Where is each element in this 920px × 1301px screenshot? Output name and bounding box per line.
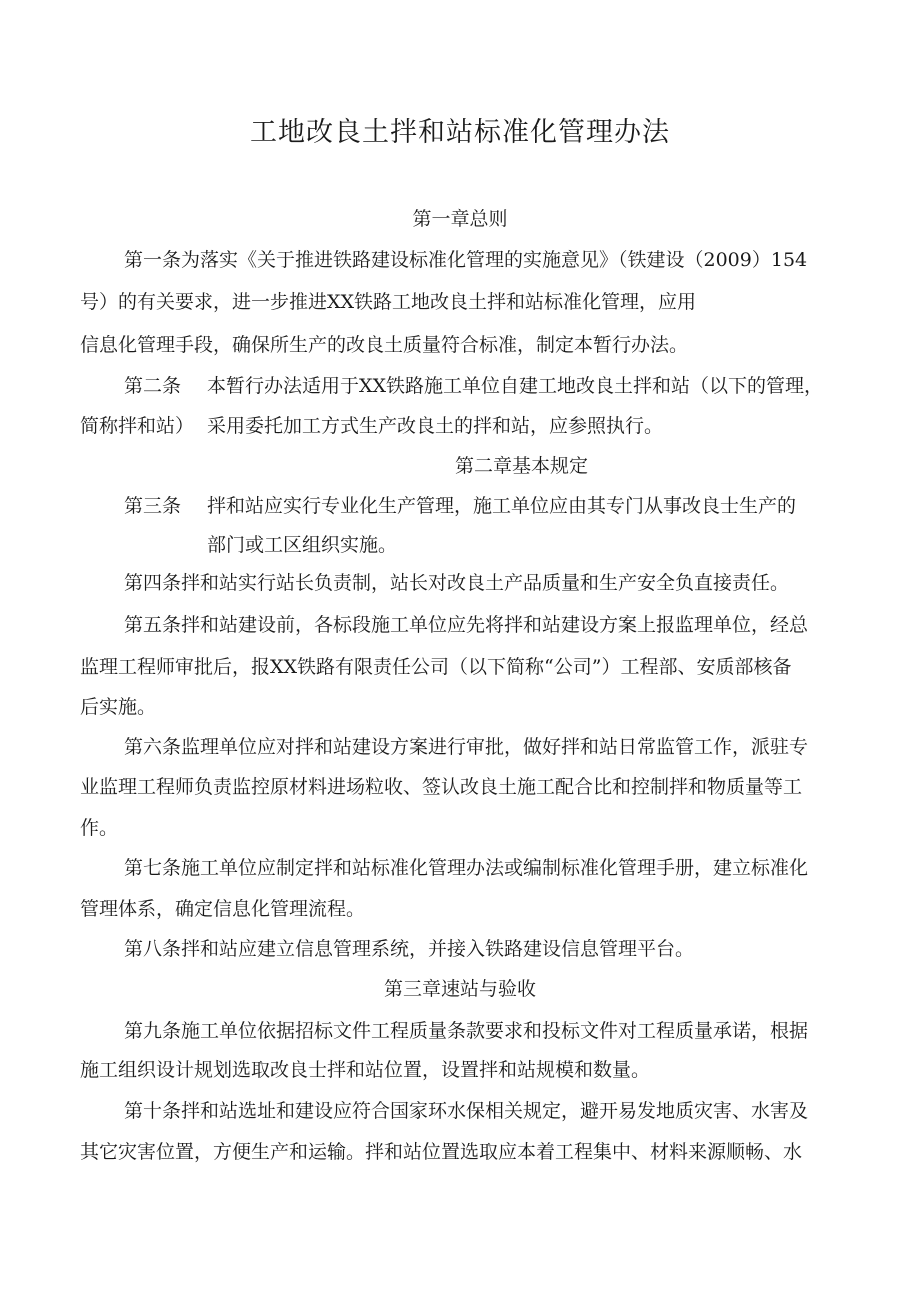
article-5-line-1: 第五条拌和站建设前，各标段施工单位应先将拌和站建设方案上报监理单位，经总	[124, 614, 809, 636]
article-2-text-1: 本暂行办法适用于XX铁路施工单位自建工地改良土拌和站（以下的管理，	[207, 375, 824, 397]
article-2-label-1: 第二条	[124, 375, 182, 397]
chapter-heading-3: 第三章速站与验收	[383, 978, 536, 1000]
article-5-line-3: 后实施。	[80, 696, 157, 718]
article-8-line-1: 第八条拌和站应建立信息管理系统，并接入铁路建设信息管理平台。	[124, 938, 695, 960]
article-6-line-1: 第六条监理单位应对拌和站建设方案进行审批，做好拌和站日常监管工作，派驻专	[124, 736, 809, 758]
article-3-text-2: 部门或工区组织实施。	[207, 534, 398, 556]
article-9-line-1: 第九条施工单位依据招标文件工程质量条款要求和投标文件对工程质量承诺，根据	[124, 1020, 809, 1042]
article-2-label-2: 简称拌和站）	[80, 415, 195, 437]
article-1-line-1: 第一条为落实《关于推进铁路建设标准化管理的实施意见》（铁建设（2009）154	[124, 249, 808, 271]
article-1-line-2: 号）的有关要求，进一步推进XX铁路工地改良土拌和站标准化管理，应用	[80, 291, 697, 313]
article-2-text-2: 采用委托加工方式生产改良土的拌和站，应参照执行。	[207, 415, 664, 437]
article-6-line-2: 业监理工程师负责监控原材料进场粒收、签认改良土施工配合比和控制拌和物质量等工	[80, 776, 803, 798]
chapter-heading-1: 第一章总则	[412, 208, 508, 230]
article-5-line-2: 监理工程师审批后，报XX铁路有限责任公司（以下简称“公司”）工程部、安质部核备	[80, 656, 792, 678]
chapter-heading-2: 第二章基本规定	[455, 455, 589, 477]
article-3-label: 第三条	[124, 495, 182, 517]
article-3-text-1: 拌和站应实行专业化生产管理，施工单位应由其专门从事改良士生产的	[207, 495, 797, 517]
article-1-line-3: 信息化管理手段，确保所生产的改良土质量符合标准，制定本暂行办法。	[80, 334, 689, 356]
document-title: 工地改良土拌和站标准化管理办法	[250, 117, 670, 148]
article-7-line-1: 第七条施工单位应制定拌和站标准化管理办法或编制标准化管理手册，建立标准化	[124, 857, 809, 879]
article-9-line-2: 施工组织设计规划选取改良士拌和站位置，设置拌和站规模和数量。	[80, 1059, 651, 1081]
article-4-line-1: 第四条拌和站实行站长负责制，站长对改良土产品质量和生产安全负直接责任。	[124, 572, 790, 594]
article-10-line-2: 其它灾害位置，方便生产和运输。拌和站位置选取应本着工程集中、材料来源顺畅、水	[80, 1141, 803, 1163]
article-6-line-3: 作。	[80, 817, 119, 839]
article-7-line-2: 管理体系，确定信息化管理流程。	[80, 898, 366, 920]
article-10-line-1: 第十条拌和站选址和建设应符合国家环水保相关规定，避开易发地质灾害、水害及	[124, 1100, 809, 1122]
